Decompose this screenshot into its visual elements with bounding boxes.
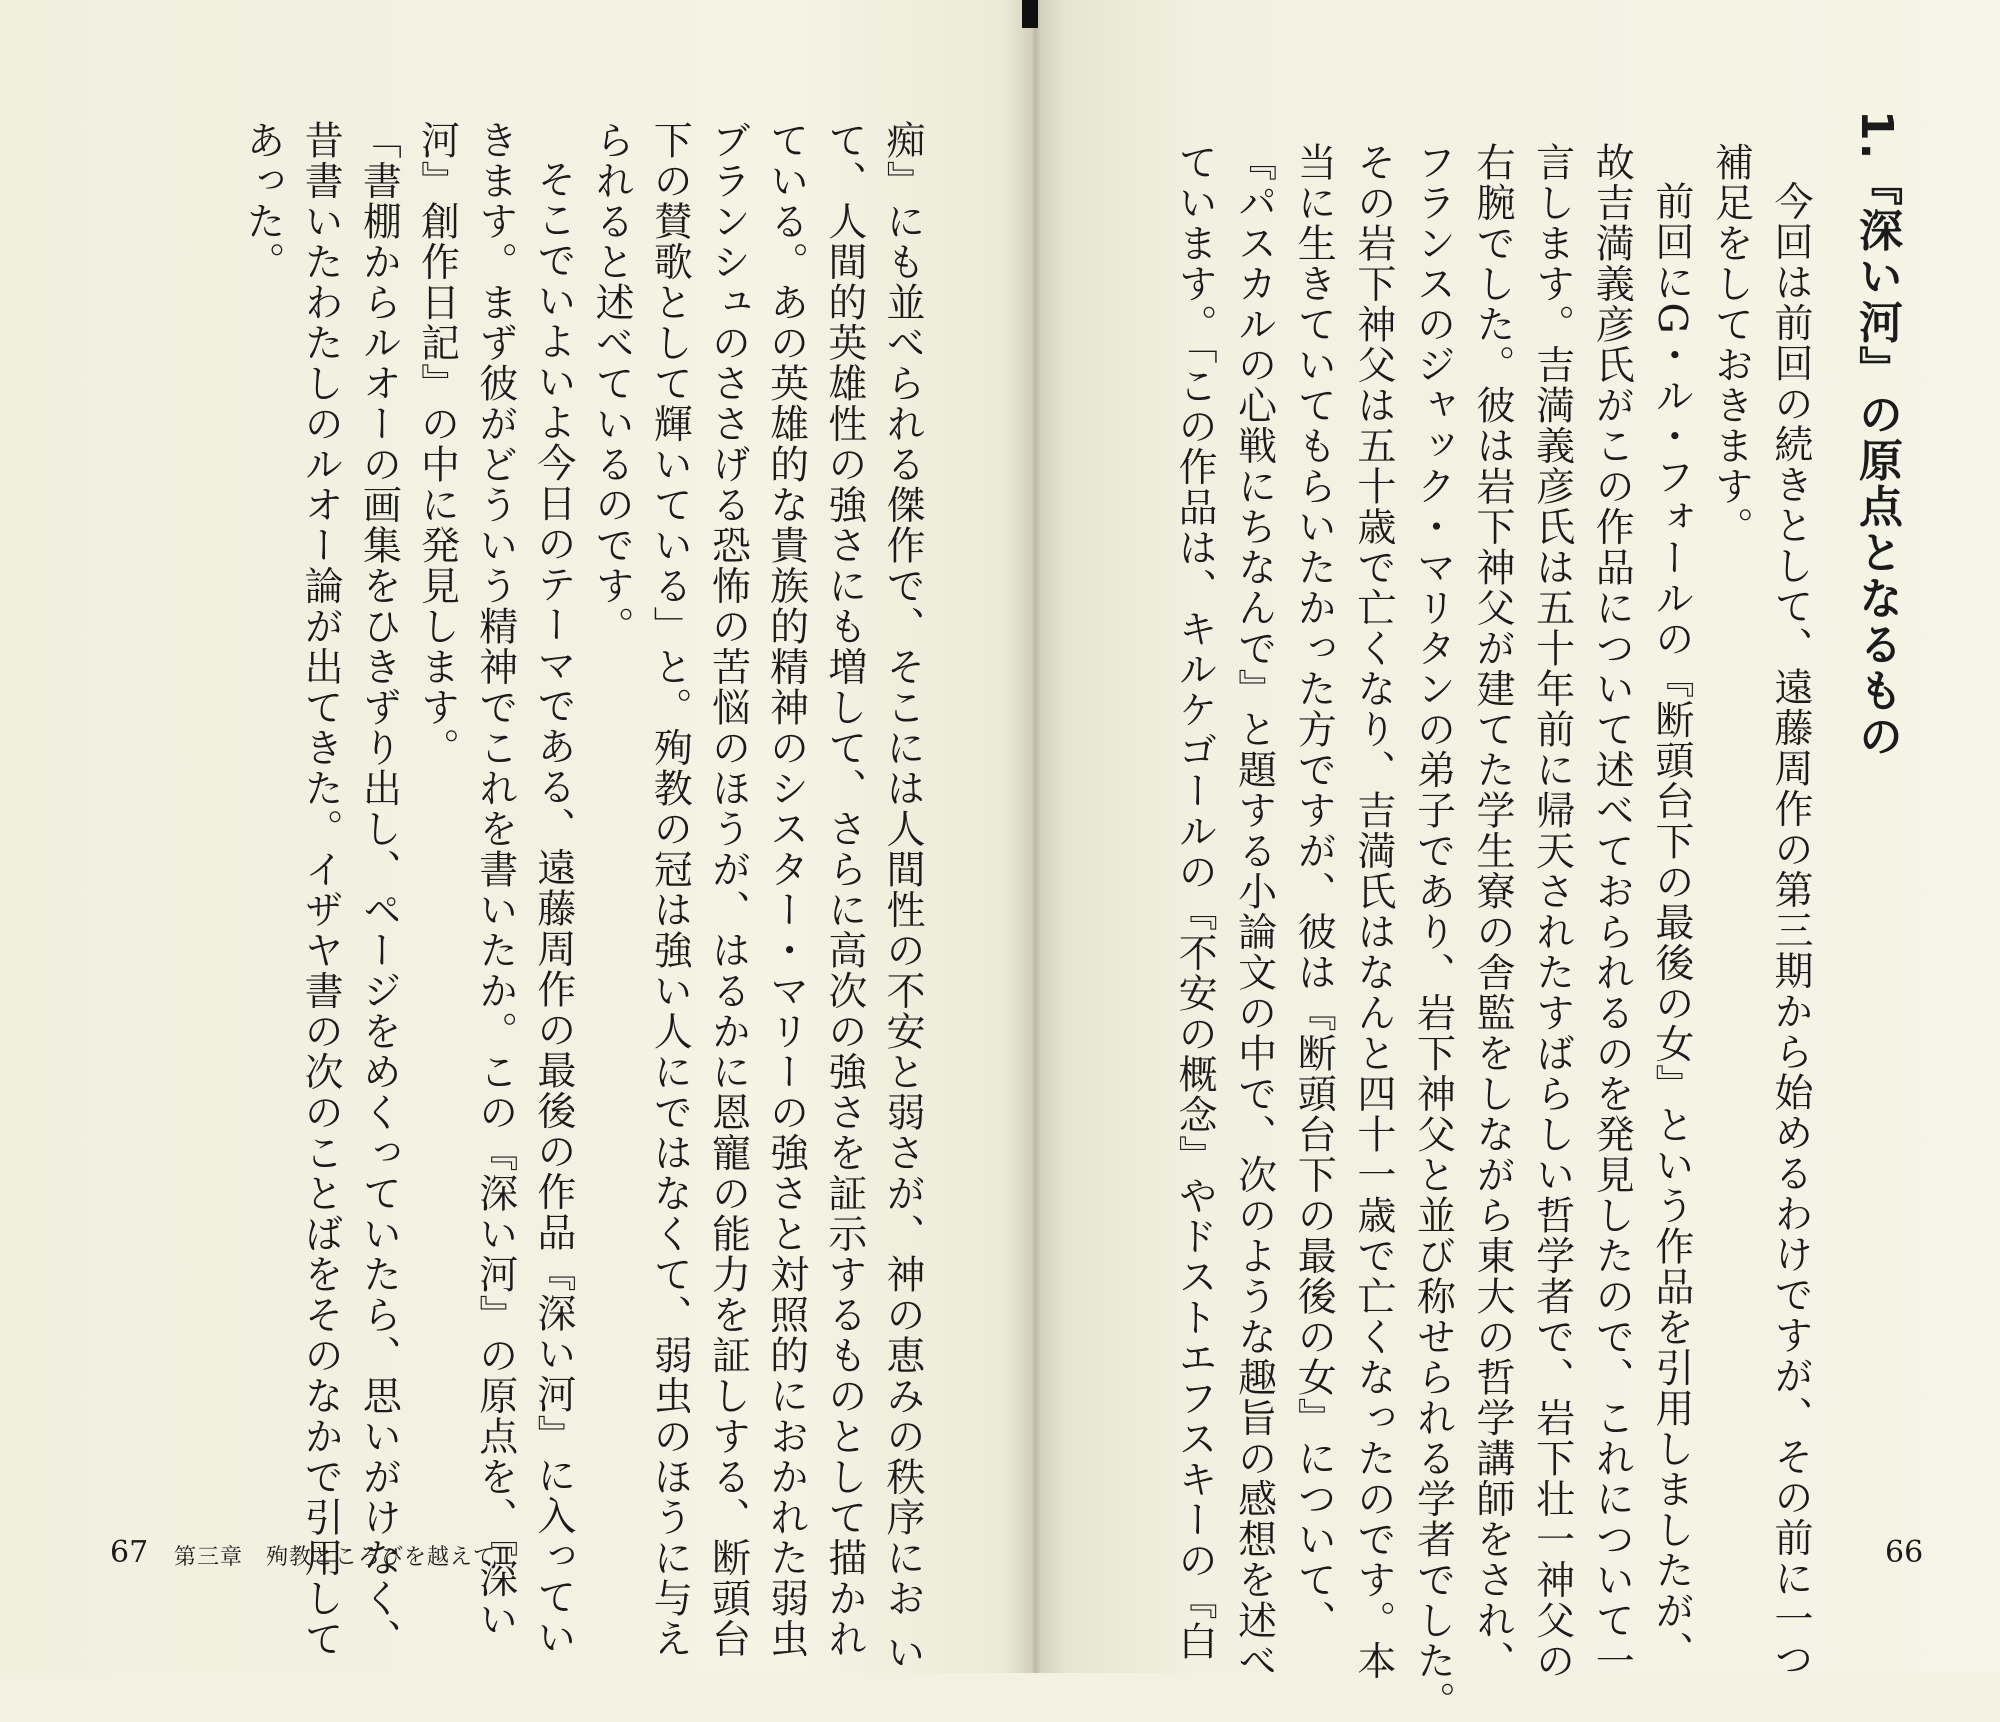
running-head: 第三章 殉教ところびを越えてⅡ xyxy=(174,1545,512,1570)
text-line: 下の賛歌として輝いている」と。殉教の冠は強い人にではなくて、弱虫のほうに与え xyxy=(647,120,693,1659)
text-line: 痴』にも並べられる傑作で、そこには人間性の不安と弱さが、神の恵みの秩序にお い xyxy=(880,120,925,1673)
text-line: 昔書いたわたしのルオー論が出てきた。イザヤ書の次のことばをそのなかで引用して xyxy=(298,120,344,1659)
text-line: ています。「この作品は、キルケゴールの『不安の概念』やドストエフスキーの『白 xyxy=(1172,142,1218,1662)
text-line: られると述べているのです。 xyxy=(589,120,635,647)
right-page-body xyxy=(1154,142,1813,1722)
text-line: 「書棚からルオーの画集をひきずり出し、ページをめくっていたら、思いがけなく、 xyxy=(356,120,402,1659)
text-line: 当に生きていてもらいたかった方ですが、彼は『断頭台下の最後の女』について、 xyxy=(1291,142,1337,1641)
text-line: 『パスカルの心戦にちなんで』と題する小論文の中で、次のような趣旨の感想を述べ xyxy=(1231,142,1277,1681)
text-line: そこでいよいよ今日のテーマである、遠藤周作の最後の作品『深い河』に入ってい xyxy=(530,159,576,1658)
text-line: 前回にG・ル・フォールの『断頭台下の最後の女』という作品を引用しましたが、 xyxy=(1648,181,1694,1672)
text-line: 故吉満義彦氏がこの作品について述べておられるのを発見したので、これについて一 xyxy=(1589,142,1635,1681)
text-line: ている。あの英雄的な貴族的精神のシスター・マリーの強さと対照的におかれた弱虫 xyxy=(763,120,809,1659)
text-line: 言します。吉満義彦氏は五十年前に帰天されたすばらしい哲学者で、岩下壮一神父の xyxy=(1529,142,1575,1681)
page-number-left: 67 xyxy=(110,1535,149,1570)
page-number-right: 66 xyxy=(1885,1535,1924,1570)
text-line: きます。まず彼がどういう精神でこれを書いたか。この『深い河』の原点を、『深い xyxy=(472,120,518,1640)
text-line: あった。 xyxy=(239,120,285,282)
text-line: その岩下神父は五十歳で亡くなり、吉満氏はなんと四十一歳で亡くなったのです。本 xyxy=(1350,142,1396,1681)
text-line: フランスのジャック・マリタンの弟子であり、岩下神父と並び称せられる学者でした。 xyxy=(1410,142,1456,1722)
text-line: 今回は前回の続きとして、遠藤周作の第三期から始めるわけですが、その前に一つ xyxy=(1768,181,1813,1680)
text-line: 河』創作日記』の中に発見します。 xyxy=(414,120,460,768)
section-heading: 1.『深い河』の原点となるもの xyxy=(1851,110,1902,760)
right-page xyxy=(1040,0,2000,1722)
text-line: て、人間的英雄性の強さにも増して、さらに高次の強さを証示するものとして描かれ xyxy=(821,120,867,1659)
text-line: 右腕でした。彼は岩下神父が建てた学生寮の舎監をしながら東大の哲学講師をされ、 xyxy=(1470,142,1516,1681)
text-line: ブランシュのささげる恐怖の苦悩のほうが、はるかに恩寵の能力を証しする、断頭台 xyxy=(705,120,751,1659)
text-line: 補足をしておきます。 xyxy=(1708,142,1754,547)
